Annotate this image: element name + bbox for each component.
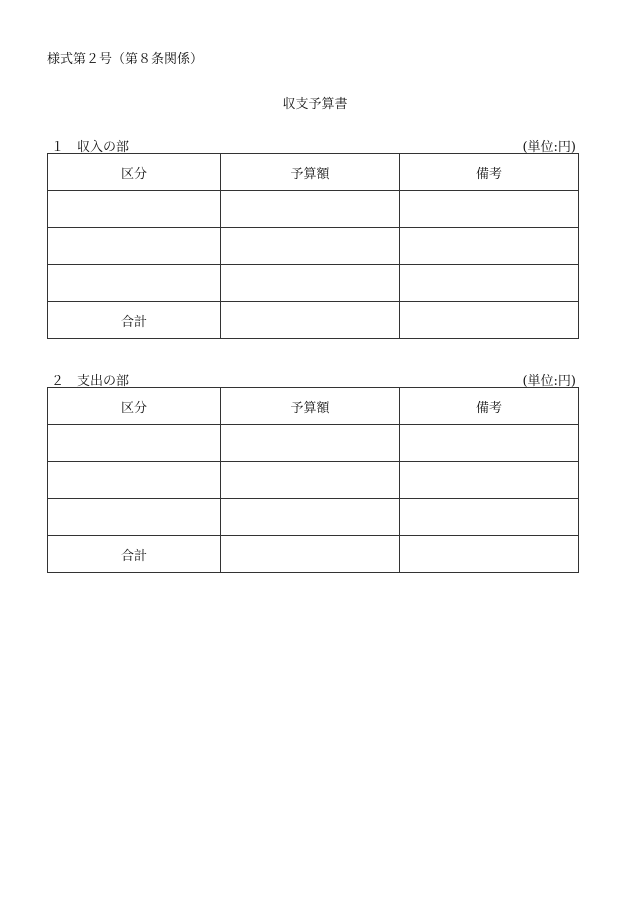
remarks-cell xyxy=(400,228,579,265)
remarks-cell xyxy=(400,425,579,462)
category-cell xyxy=(48,499,221,536)
category-cell xyxy=(48,425,221,462)
income-section-title: １ 収入の部 xyxy=(51,140,130,155)
total-label: 合計 xyxy=(48,536,221,573)
expense-table xyxy=(47,387,579,573)
budget-cell xyxy=(221,425,400,462)
budget-cell xyxy=(221,265,400,302)
table-row xyxy=(48,462,579,499)
budget-cell xyxy=(221,191,400,228)
expense-unit-label: (単位:円) xyxy=(522,374,576,389)
budget-cell xyxy=(221,228,400,265)
form-number: 様式第２号（第８条関係） xyxy=(47,52,204,67)
budget-cell xyxy=(221,499,400,536)
column-header-budget: 予算額 xyxy=(221,388,400,425)
table-row xyxy=(48,425,579,462)
expense-total-row xyxy=(48,536,579,573)
category-cell xyxy=(48,462,221,499)
category-cell xyxy=(48,228,221,265)
total-budget-cell xyxy=(221,536,400,573)
expense-section-header xyxy=(47,370,578,388)
column-header-category: 区分 xyxy=(48,154,221,191)
column-header-category: 区分 xyxy=(48,388,221,425)
table-row xyxy=(48,191,579,228)
income-table xyxy=(47,153,579,339)
table-row xyxy=(48,499,579,536)
income-section-header xyxy=(47,136,578,154)
column-header-remarks: 備考 xyxy=(400,154,579,191)
income-unit-label: (単位:円) xyxy=(522,140,576,155)
total-remarks-cell xyxy=(400,536,579,573)
income-total-row xyxy=(48,302,579,339)
remarks-cell xyxy=(400,191,579,228)
table-row xyxy=(48,228,579,265)
remarks-cell xyxy=(400,499,579,536)
expense-header-row xyxy=(48,388,579,425)
column-header-budget: 予算額 xyxy=(221,154,400,191)
budget-cell xyxy=(221,462,400,499)
remarks-cell xyxy=(400,265,579,302)
table-row xyxy=(48,265,579,302)
category-cell xyxy=(48,265,221,302)
column-header-remarks: 備考 xyxy=(400,388,579,425)
expense-section-title: ２ 支出の部 xyxy=(51,374,130,389)
remarks-cell xyxy=(400,462,579,499)
total-remarks-cell xyxy=(400,302,579,339)
total-budget-cell xyxy=(221,302,400,339)
category-cell xyxy=(48,191,221,228)
document-title: 収支予算書 xyxy=(282,97,348,112)
income-header-row xyxy=(48,154,579,191)
total-label: 合計 xyxy=(48,302,221,339)
